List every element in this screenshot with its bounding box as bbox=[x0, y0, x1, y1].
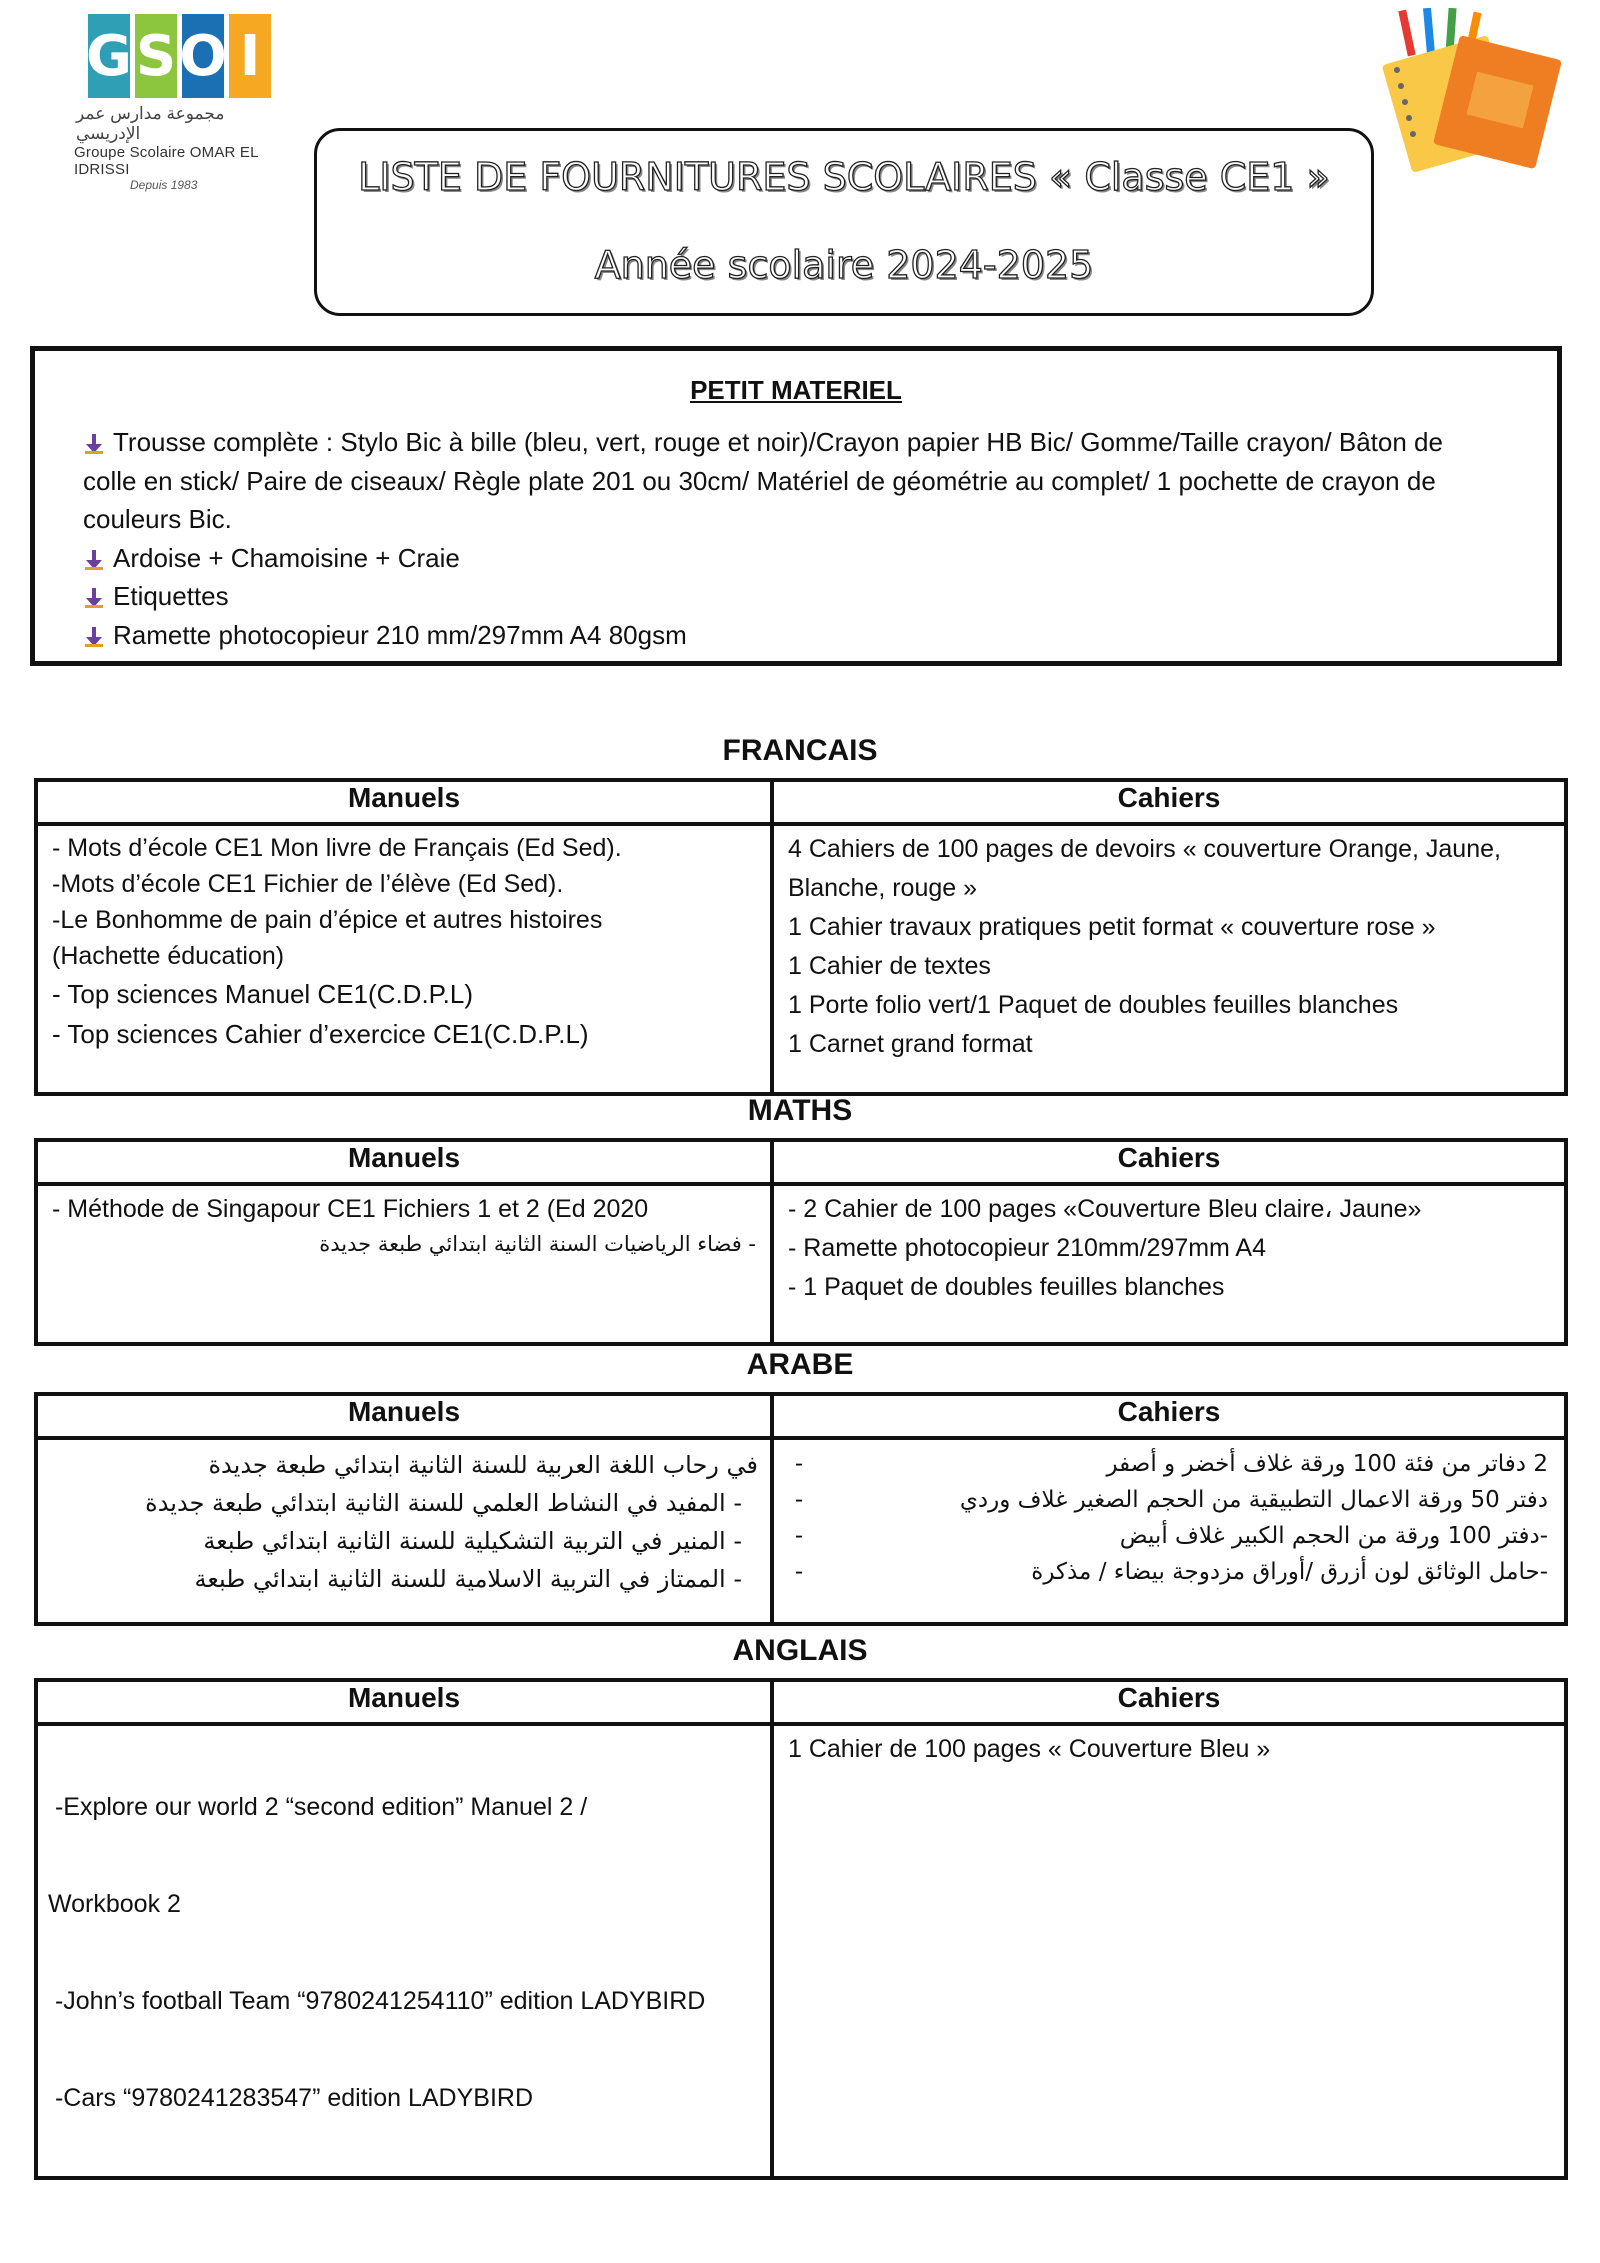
item-text: Ardoise + Chamoisine + Craie bbox=[113, 542, 460, 573]
list-item: 1 Cahier de 100 pages « Couverture Bleu » bbox=[788, 1735, 1271, 1763]
logo-letters bbox=[88, 14, 285, 98]
list-item-arabic: - الممتاز في التربية الاسلامية للسنة الثانية ابتدائي طبعة bbox=[194, 1565, 742, 1593]
maths-cahiers-cell bbox=[772, 1184, 1566, 1344]
anglais-table bbox=[34, 1678, 1568, 2180]
column-header-cahiers: Cahiers bbox=[772, 1394, 1566, 1438]
list-item: 1 Carnet grand format bbox=[788, 1030, 1033, 1058]
item-text: couleurs Bic. bbox=[83, 504, 232, 534]
dash: - bbox=[794, 1523, 804, 1549]
list-item: - Top sciences Manuel CE1(C.D.P.L) bbox=[52, 979, 474, 1009]
logo-school-name: Groupe Scolaire OMAR EL IDRISSI bbox=[74, 144, 259, 178]
column-header-manuels: Manuels bbox=[36, 1394, 772, 1438]
petit-materiel-box bbox=[30, 346, 1562, 666]
list-item bbox=[43, 539, 1543, 578]
list-item: -John’s football Team “9780241254110” edition LADYBIRD bbox=[48, 1987, 706, 2015]
logo-since: Depuis 1983 bbox=[130, 178, 198, 192]
anglais-manuels-cell bbox=[36, 1724, 772, 2178]
section-title-francais: FRANCAIS bbox=[722, 734, 878, 767]
list-item: - Top sciences Cahier d’exercice CE1(C.D.P.L) bbox=[52, 1019, 589, 1049]
list-item-arabic: 2 دفاتر من فئة 100 ورقة غلاف أخضر و أصفر bbox=[1106, 1451, 1548, 1477]
list-item: - Ramette photocopieur 210mm/297mm A4 bbox=[788, 1234, 1267, 1262]
list-item-arabic: - فضاء الرياضيات السنة الثانية ابتدائي طبعة جديدة bbox=[319, 1232, 756, 1256]
arrow-bullet-icon bbox=[83, 548, 105, 570]
francais-table bbox=[34, 778, 1568, 1096]
list-item: 1 Porte folio vert/1 Paquet de doubles feuilles blanches bbox=[788, 991, 1399, 1019]
list-item bbox=[784, 1518, 1548, 1554]
arrow-bullet-icon bbox=[83, 586, 105, 608]
school-year: Année scolaire 2024-2025 bbox=[594, 243, 1094, 287]
list-item: - 1 Paquet de doubles feuilles blanches bbox=[788, 1273, 1225, 1301]
arabe-table bbox=[34, 1392, 1568, 1626]
dash: - bbox=[794, 1487, 804, 1513]
column-header-manuels: Manuels bbox=[36, 780, 772, 824]
list-item: Workbook 2 bbox=[48, 1890, 181, 1918]
list-item: - Mots d’école CE1 Mon livre de Français (Ed Sed). bbox=[52, 834, 622, 862]
logo-letter-g: G bbox=[88, 14, 130, 98]
column-header-manuels: Manuels bbox=[36, 1680, 772, 1724]
item-text: Etiquettes bbox=[113, 581, 229, 611]
title-box bbox=[314, 128, 1374, 316]
list-item-arabic: دفتر 50 ورقة الاعمال التطبيقية من الحجم الصغير غلاف وردي bbox=[959, 1487, 1548, 1513]
anglais-cahiers-cell bbox=[772, 1724, 1566, 2178]
list-item: -Explore our world 2 “second edition” Manuel 2 / bbox=[48, 1793, 588, 1821]
list-item: - 2 Cahier de 100 pages «Couverture Bleu claire، Jaune» bbox=[788, 1195, 1422, 1223]
petit-materiel-list bbox=[43, 423, 1543, 654]
list-item: Blanche, rouge » bbox=[788, 874, 978, 902]
logo-arabic-name: مجموعة مدارس عمر الإدريسي bbox=[76, 104, 225, 143]
column-header-cahiers: Cahiers bbox=[772, 1140, 1566, 1184]
dash: - bbox=[794, 1451, 804, 1477]
dash: - bbox=[794, 1559, 804, 1585]
arabe-cahiers-list bbox=[774, 1440, 1564, 1590]
list-item: 1 Cahier de textes bbox=[788, 952, 991, 980]
item-text: colle en stick/ Paire de ciseaux/ Règle plate 201 ou 30cm/ Matériel de géométrie au complet/ 1 pochette de crayon de bbox=[83, 465, 1436, 496]
item-text: Ramette photocopieur 210 mm/297mm A4 80gsm bbox=[113, 619, 687, 650]
logo-letter-s: S bbox=[135, 14, 177, 98]
maths-table bbox=[34, 1138, 1568, 1346]
list-item: -Cars “9780241283547” edition LADYBIRD bbox=[48, 2084, 533, 2112]
petit-materiel-heading: PETIT MATERIEL bbox=[690, 375, 902, 405]
francais-cahiers-cell bbox=[772, 824, 1566, 1094]
list-item: (Hachette éducation) bbox=[52, 942, 285, 970]
list-item bbox=[43, 577, 1543, 616]
list-item bbox=[784, 1446, 1548, 1482]
list-item bbox=[43, 423, 1543, 462]
arabe-manuels-cell bbox=[36, 1438, 772, 1624]
list-item-arabic: - المفيد في النشاط العلمي للسنة الثانية ابتدائي طبعة جديدة bbox=[145, 1489, 742, 1517]
arabe-cahiers-cell bbox=[772, 1438, 1566, 1624]
list-item-arabic: -حامل الوثائق لون أزرق /أوراق مزدوجة بيضاء / مذكرة bbox=[1031, 1559, 1548, 1585]
list-item: -Mots d’école CE1 Fichier de l’élève (Ed Sed). bbox=[52, 870, 564, 898]
item-text: Trousse complète : Stylo Bic à bille (bleu, vert, rouge et noir)/Crayon papier HB Bic/ Gomme/Taille crayon/ Bâton de bbox=[113, 427, 1443, 457]
arrow-bullet-icon bbox=[83, 625, 105, 647]
list-item-arabic: - المنير في التربية التشكيلية للسنة الثانية ابتدائي طبعة bbox=[203, 1527, 742, 1555]
list-item-arabic: في رحاب اللغة العربية للسنة الثانية ابتدائي طبعة جديدة bbox=[208, 1451, 758, 1479]
column-header-manuels: Manuels bbox=[36, 1140, 772, 1184]
books-and-pencils-icon bbox=[1375, 8, 1565, 173]
section-title-arabe: ARABE bbox=[746, 1348, 854, 1381]
section-title-anglais: ANGLAIS bbox=[732, 1634, 868, 1667]
list-item: -Le Bonhomme de pain d’épice et autres histoires bbox=[52, 906, 603, 934]
column-header-cahiers: Cahiers bbox=[772, 780, 1566, 824]
list-item-continuation bbox=[43, 462, 1543, 501]
section-title-maths: MATHS bbox=[747, 1094, 853, 1127]
list-item: - Méthode de Singapour CE1 Fichiers 1 et 2 (Ed 2020 bbox=[52, 1195, 649, 1223]
arrow-bullet-icon bbox=[83, 432, 105, 454]
logo-letter-o: O bbox=[182, 14, 224, 98]
maths-manuels-cell bbox=[36, 1184, 772, 1344]
list-item-arabic: -دفتر 100 ورقة من الحجم الكبير غلاف أبيض bbox=[1119, 1523, 1548, 1549]
francais-manuels-cell bbox=[36, 824, 772, 1094]
school-logo bbox=[70, 14, 285, 192]
list-item-continuation bbox=[43, 500, 1543, 539]
list-item bbox=[43, 616, 1543, 655]
column-header-cahiers: Cahiers bbox=[772, 1680, 1566, 1724]
list-item bbox=[784, 1554, 1548, 1590]
page-title: LISTE DE FOURNITURES SCOLAIRES « Classe CE1 » bbox=[358, 155, 1330, 199]
logo-letter-i: I bbox=[229, 14, 271, 98]
list-item: 4 Cahiers de 100 pages de devoirs « couverture Orange, Jaune, bbox=[788, 835, 1501, 863]
list-item bbox=[784, 1482, 1548, 1518]
list-item: 1 Cahier travaux pratiques petit format « couverture rose » bbox=[788, 913, 1436, 941]
